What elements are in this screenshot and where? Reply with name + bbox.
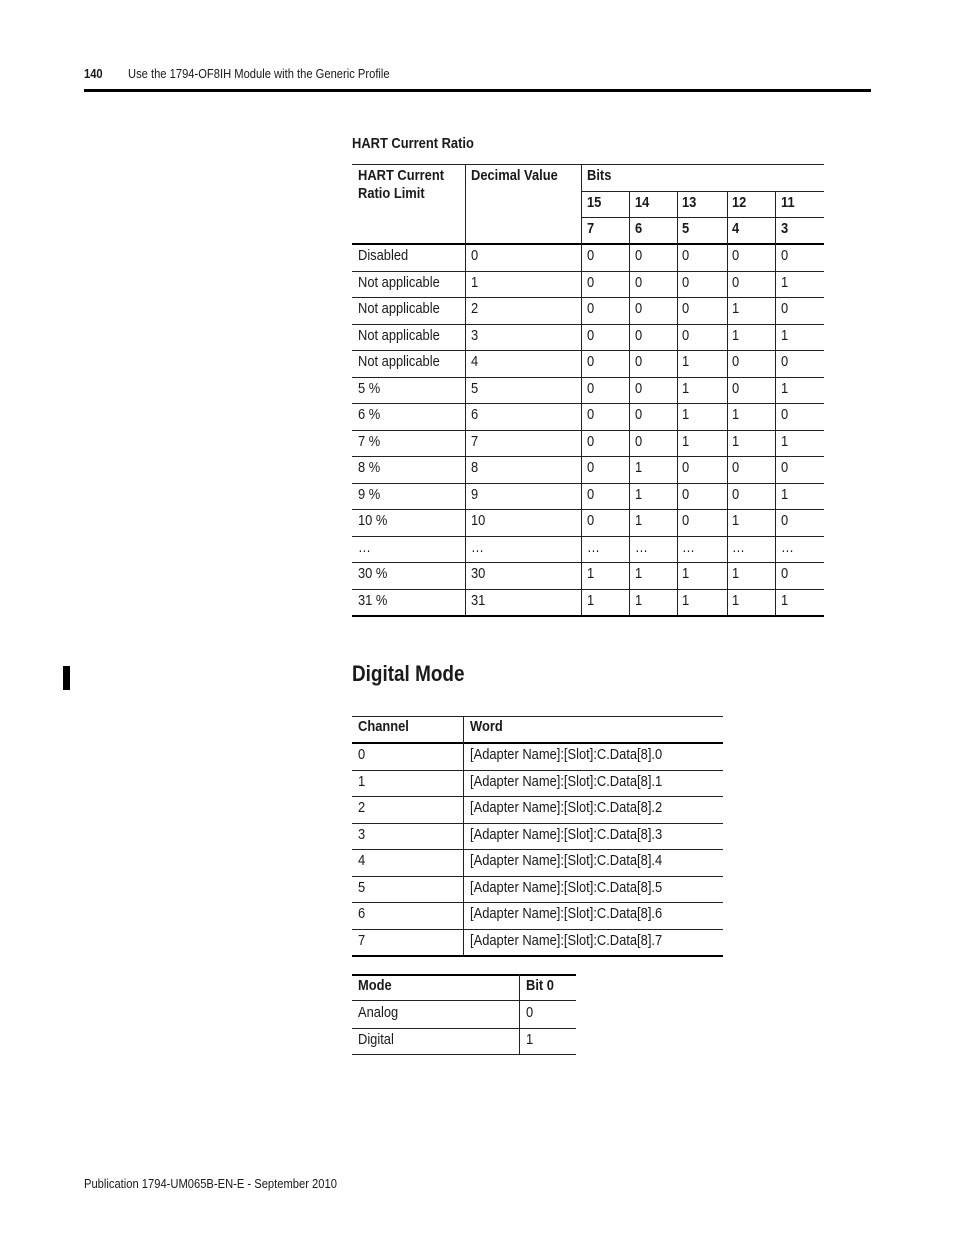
cell-bit: 1 (732, 300, 740, 317)
column-header-mode: Mode (358, 977, 392, 994)
cell-ratio-limit: 8 % (358, 459, 381, 476)
header-rule (84, 89, 871, 92)
table-rule (352, 1028, 576, 1029)
cell-bit: 1 (732, 327, 740, 344)
table-rule (352, 796, 723, 797)
cell-ratio-limit: Not applicable (358, 353, 440, 370)
cell-bit: 0 (635, 327, 643, 344)
cell-decimal-value: 31 (471, 592, 486, 609)
cell-bit: 0 (781, 565, 789, 582)
cell-decimal-value: 6 (471, 406, 479, 423)
cell-bit: 1 (682, 353, 690, 370)
cell-ratio-limit: Not applicable (358, 274, 440, 291)
bit-header-low: 6 (635, 220, 643, 237)
cell-ratio-limit: … (358, 539, 371, 556)
table-rule (352, 403, 824, 404)
cell-bit: 0 (781, 247, 789, 264)
cell-decimal-value: 5 (471, 380, 479, 397)
cell-channel: 4 (358, 852, 366, 869)
cell-bit: 0 (587, 300, 595, 317)
cell-bit: 0 (732, 380, 740, 397)
cell-word: [Adapter Name]:[Slot]:C.Data[8].2 (470, 799, 663, 816)
cell-bit: 0 (781, 406, 789, 423)
cell-bit: 0 (587, 459, 595, 476)
cell-decimal-value: 2 (471, 300, 479, 317)
table-rule (352, 902, 723, 903)
cell-bit: 1 (781, 433, 789, 450)
cell-channel: 6 (358, 905, 366, 922)
cell-bit: 1 (682, 592, 690, 609)
cell-ratio-limit: Disabled (358, 247, 409, 264)
table-rule (352, 615, 824, 617)
cell-bit: 1 (682, 565, 690, 582)
table-rule (352, 849, 723, 850)
cell-ratio-limit: 10 % (358, 512, 388, 529)
table-rule (352, 770, 723, 771)
cell-decimal-value: 7 (471, 433, 479, 450)
cell-bit: 0 (635, 274, 643, 291)
section-change-bar (63, 666, 70, 690)
column-divider (519, 974, 520, 1054)
cell-bit0: 0 (526, 1004, 534, 1021)
table-rule (352, 243, 824, 245)
cell-decimal-value: 9 (471, 486, 479, 503)
cell-bit: 1 (732, 406, 740, 423)
cell-bit: … (587, 539, 600, 556)
table-rule (352, 823, 723, 824)
cell-bit: 0 (682, 247, 690, 264)
column-divider (727, 191, 728, 615)
table-rule (352, 350, 824, 351)
page-number: 140 (84, 66, 103, 81)
cell-ratio-limit: 9 % (358, 486, 381, 503)
table-rule (352, 876, 723, 877)
cell-word: [Adapter Name]:[Slot]:C.Data[8].7 (470, 932, 663, 949)
table-rule (352, 929, 723, 930)
cell-bit: 1 (682, 433, 690, 450)
column-divider (775, 191, 776, 615)
cell-decimal-value: 8 (471, 459, 479, 476)
cell-bit: 1 (781, 327, 789, 344)
cell-bit: 0 (635, 380, 643, 397)
cell-bit: 1 (635, 565, 643, 582)
table-rule (352, 974, 576, 976)
cell-ratio-limit: Not applicable (358, 300, 440, 317)
bit-header-high: 13 (682, 194, 697, 211)
cell-ratio-limit: 31 % (358, 592, 388, 609)
cell-bit: 0 (732, 486, 740, 503)
cell-word: [Adapter Name]:[Slot]:C.Data[8].4 (470, 852, 663, 869)
column-header-decimal: Decimal Value (471, 167, 558, 184)
cell-bit: 1 (732, 512, 740, 529)
cell-bit: 0 (732, 459, 740, 476)
column-header-channel: Channel (358, 718, 409, 735)
cell-bit: 1 (587, 592, 595, 609)
cell-bit: 0 (587, 327, 595, 344)
column-divider (629, 191, 630, 615)
cell-ratio-limit: 30 % (358, 565, 388, 582)
cell-channel: 7 (358, 932, 366, 949)
column-divider (465, 164, 466, 615)
cell-channel: 1 (358, 773, 366, 790)
cell-bit: 0 (635, 247, 643, 264)
cell-bit: 1 (781, 380, 789, 397)
cell-decimal-value: 1 (471, 274, 479, 291)
cell-bit: 0 (587, 512, 595, 529)
cell-bit: 0 (587, 406, 595, 423)
table-rule (352, 536, 824, 537)
cell-bit: 1 (682, 380, 690, 397)
column-header-bit0: Bit 0 (526, 977, 554, 994)
cell-ratio-limit: Not applicable (358, 327, 440, 344)
cell-decimal-value: 30 (471, 565, 486, 582)
cell-channel: 5 (358, 879, 366, 896)
cell-bit: 0 (682, 486, 690, 503)
cell-bit: 1 (635, 512, 643, 529)
bit-header-low: 3 (781, 220, 789, 237)
publication-footer: Publication 1794-UM065B-EN-E - September 2010 (84, 1176, 337, 1191)
table-rule (352, 324, 824, 325)
cell-bit: 1 (781, 486, 789, 503)
table-rule (352, 164, 824, 165)
cell-bit: 0 (682, 459, 690, 476)
table-rule (352, 509, 824, 510)
cell-mode: Digital (358, 1031, 394, 1048)
table-caption: HART Current Ratio (352, 135, 474, 152)
bit-header-low: 4 (732, 220, 740, 237)
column-header-bits: Bits (587, 167, 612, 184)
cell-word: [Adapter Name]:[Slot]:C.Data[8].6 (470, 905, 663, 922)
cell-bit: 0 (781, 459, 789, 476)
cell-ratio-limit: 5 % (358, 380, 381, 397)
table-rule (581, 217, 824, 218)
cell-bit: 1 (635, 486, 643, 503)
column-divider (581, 164, 582, 615)
bit-header-high: 15 (587, 194, 602, 211)
column-header-limit: HART Current Ratio Limit (358, 167, 444, 202)
cell-decimal-value: 10 (471, 512, 486, 529)
table-rule (352, 562, 824, 563)
cell-decimal-value: 0 (471, 247, 479, 264)
cell-channel: 2 (358, 799, 366, 816)
cell-bit: 0 (682, 274, 690, 291)
cell-bit: 1 (732, 565, 740, 582)
cell-bit: 0 (732, 274, 740, 291)
table-rule (352, 1054, 576, 1055)
cell-decimal-value: … (471, 539, 484, 556)
cell-bit: 0 (682, 512, 690, 529)
cell-ratio-limit: 6 % (358, 406, 381, 423)
cell-bit: 0 (682, 300, 690, 317)
cell-bit: 1 (587, 565, 595, 582)
cell-bit: 0 (587, 486, 595, 503)
cell-bit: 0 (732, 353, 740, 370)
bit-header-low: 7 (587, 220, 595, 237)
cell-bit: 0 (635, 353, 643, 370)
cell-bit: 0 (635, 433, 643, 450)
cell-bit: 0 (587, 380, 595, 397)
table-rule (352, 1000, 576, 1001)
cell-word: [Adapter Name]:[Slot]:C.Data[8].3 (470, 826, 663, 843)
cell-bit: 0 (587, 433, 595, 450)
cell-bit0: 1 (526, 1031, 534, 1048)
cell-bit: 0 (587, 353, 595, 370)
cell-bit: 1 (732, 592, 740, 609)
cell-channel: 0 (358, 746, 366, 763)
cell-bit: 0 (781, 353, 789, 370)
cell-bit: 1 (781, 274, 789, 291)
column-header-word: Word (470, 718, 503, 735)
cell-bit: 1 (781, 592, 789, 609)
cell-bit: 0 (682, 327, 690, 344)
cell-bit: 1 (732, 433, 740, 450)
table-rule (352, 483, 824, 484)
column-divider (677, 191, 678, 615)
cell-bit: 0 (732, 247, 740, 264)
table-rule (352, 955, 723, 957)
bit-header-high: 14 (635, 194, 650, 211)
bit-header-low: 5 (682, 220, 690, 237)
cell-bit: 1 (635, 592, 643, 609)
cell-bit: 1 (635, 459, 643, 476)
section-heading: Digital Mode (352, 661, 465, 686)
cell-bit: 0 (635, 300, 643, 317)
cell-ratio-limit: 7 % (358, 433, 381, 450)
cell-bit: … (635, 539, 648, 556)
cell-bit: 0 (587, 247, 595, 264)
cell-bit: … (682, 539, 695, 556)
running-header: Use the 1794-OF8IH Module with the Generic Profile (128, 66, 390, 81)
table-rule (352, 297, 824, 298)
table-rule (352, 377, 824, 378)
table-rule (352, 589, 824, 590)
cell-word: [Adapter Name]:[Slot]:C.Data[8].5 (470, 879, 663, 896)
column-divider (463, 716, 464, 955)
table-rule (352, 742, 723, 744)
cell-word: [Adapter Name]:[Slot]:C.Data[8].1 (470, 773, 663, 790)
cell-bit: 0 (781, 512, 789, 529)
table-rule (352, 716, 723, 717)
cell-bit: 1 (682, 406, 690, 423)
table-rule (352, 430, 824, 431)
bit-header-high: 11 (781, 194, 795, 211)
cell-bit: 0 (781, 300, 789, 317)
table-rule (581, 191, 824, 192)
table-rule (352, 456, 824, 457)
cell-decimal-value: 4 (471, 353, 479, 370)
cell-channel: 3 (358, 826, 366, 843)
cell-bit: … (732, 539, 745, 556)
cell-decimal-value: 3 (471, 327, 479, 344)
cell-bit: 0 (635, 406, 643, 423)
cell-word: [Adapter Name]:[Slot]:C.Data[8].0 (470, 746, 663, 763)
cell-bit: … (781, 539, 794, 556)
table-rule (352, 271, 824, 272)
bit-header-high: 12 (732, 194, 747, 211)
cell-bit: 0 (587, 274, 595, 291)
cell-mode: Analog (358, 1004, 399, 1021)
